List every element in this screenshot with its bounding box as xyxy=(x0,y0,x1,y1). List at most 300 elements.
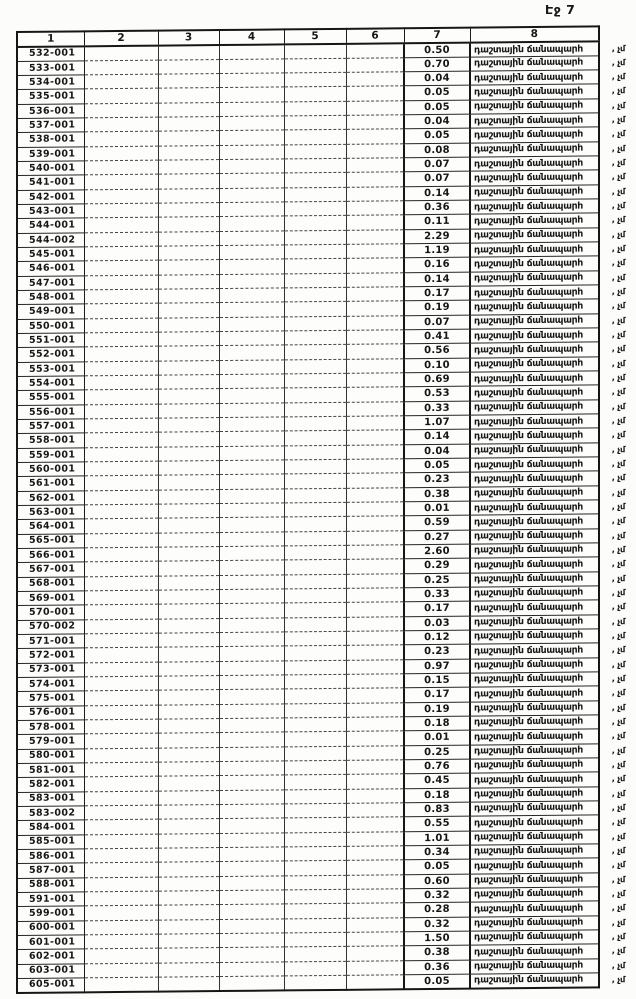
land-type-label: դաշտային ճանապարհ xyxy=(474,114,583,127)
empty-cell xyxy=(346,258,404,273)
area-value-cell: 0.32 xyxy=(404,917,470,932)
margin-note: , չմ xyxy=(611,859,625,870)
empty-cell xyxy=(219,532,284,547)
cadastre-table xyxy=(16,25,625,993)
parcel-id-cell: 537-001 xyxy=(17,118,84,133)
empty-cell xyxy=(84,89,158,104)
margin-note: , չմ xyxy=(611,329,625,340)
empty-cell xyxy=(84,791,158,806)
empty-cell xyxy=(84,561,158,576)
empty-cell xyxy=(219,145,284,160)
land-type-label: դաշտային ճանապարհ xyxy=(474,415,583,428)
parcel-id-cell: 591-001 xyxy=(17,892,84,907)
column-header: 1 xyxy=(17,31,84,47)
area-value-cell: 2.29 xyxy=(404,229,470,244)
empty-cell xyxy=(284,345,346,360)
empty-cell xyxy=(284,488,346,503)
land-type-label: դաշտային ճանապարհ xyxy=(474,501,583,514)
margin-note: , չմ xyxy=(611,142,625,154)
land-type-label: դաշտային ճանապարհ xyxy=(474,902,583,915)
empty-cell xyxy=(84,533,158,548)
land-type-cell xyxy=(470,357,625,373)
land-type-label: դաշտային ճանապարհ xyxy=(474,730,583,743)
empty-cell xyxy=(158,532,219,547)
empty-cell xyxy=(84,418,158,433)
margin-note: , չմ xyxy=(611,802,625,813)
empty-cell xyxy=(346,688,404,703)
area-value-cell: 0.05 xyxy=(404,100,470,115)
empty-cell xyxy=(84,246,158,261)
area-value-cell: 0.59 xyxy=(404,515,470,530)
empty-cell xyxy=(284,244,346,259)
parcel-id-cell: 586-001 xyxy=(17,849,84,864)
margin-note: , չմ xyxy=(611,343,625,354)
empty-cell xyxy=(84,404,158,419)
empty-cell xyxy=(346,545,404,560)
empty-cell xyxy=(219,259,284,274)
land-type-cell xyxy=(470,70,625,86)
empty-cell xyxy=(284,961,346,976)
empty-cell xyxy=(346,889,404,904)
empty-cell xyxy=(346,358,404,373)
land-type-cell xyxy=(470,715,625,731)
parcel-id-cell: 536-001 xyxy=(17,104,84,119)
empty-cell xyxy=(158,332,219,347)
land-type-label: դաշտային ճանապարհ xyxy=(474,715,583,729)
land-type-cell xyxy=(470,486,625,502)
empty-cell xyxy=(158,360,219,375)
area-value-cell: 0.03 xyxy=(404,616,470,631)
empty-cell xyxy=(219,73,284,88)
empty-cell xyxy=(346,172,404,187)
empty-cell xyxy=(84,332,158,347)
empty-cell xyxy=(84,905,158,920)
area-value-cell: 2.60 xyxy=(404,544,470,559)
empty-cell xyxy=(84,848,158,863)
empty-cell xyxy=(158,547,219,562)
margin-note: , չմ xyxy=(611,185,625,197)
empty-cell xyxy=(219,417,284,432)
margin-note: , չմ xyxy=(611,458,625,469)
area-value-cell: 0.07 xyxy=(404,315,470,330)
empty-cell xyxy=(284,445,346,460)
empty-cell xyxy=(158,389,219,404)
area-value-cell: 0.25 xyxy=(404,745,470,760)
land-type-cell xyxy=(470,686,625,702)
empty-cell xyxy=(284,803,346,818)
empty-cell xyxy=(84,619,158,634)
empty-cell xyxy=(84,733,158,748)
empty-cell xyxy=(284,674,346,689)
land-type-label: դաշտային ճանապարհ xyxy=(474,859,583,872)
empty-cell xyxy=(284,230,346,245)
empty-cell xyxy=(219,560,284,575)
empty-cell xyxy=(346,144,404,159)
parcel-id-cell: 554-001 xyxy=(17,376,84,391)
empty-cell xyxy=(219,976,284,991)
land-type-cell xyxy=(470,801,625,817)
margin-note: , չմ xyxy=(611,845,625,856)
empty-cell xyxy=(84,805,158,820)
empty-cell xyxy=(84,175,158,190)
empty-cell xyxy=(346,573,404,588)
empty-cell xyxy=(346,932,404,947)
land-type-cell xyxy=(470,471,625,487)
empty-cell xyxy=(284,431,346,446)
land-type-cell xyxy=(470,743,625,759)
empty-cell xyxy=(84,390,158,405)
margin-note: , չմ xyxy=(611,386,625,397)
empty-cell xyxy=(346,717,404,732)
land-type-cell xyxy=(470,915,625,931)
margin-note: , չմ xyxy=(611,171,625,182)
empty-cell xyxy=(346,215,404,230)
empty-cell xyxy=(284,746,346,761)
margin-note: , չմ xyxy=(611,157,625,168)
empty-cell xyxy=(284,201,346,216)
area-value-cell: 0.04 xyxy=(404,71,470,86)
parcel-id-cell: 570-002 xyxy=(17,619,84,634)
margin-note: , չմ xyxy=(611,644,625,655)
empty-cell xyxy=(219,331,284,346)
land-type-label: դաշտային ճանապարհ xyxy=(474,544,583,557)
empty-cell xyxy=(284,689,346,704)
land-type-cell xyxy=(470,185,625,201)
land-type-label: դաշտային ճանապարհ xyxy=(474,658,583,671)
margin-note: , չմ xyxy=(611,687,625,698)
area-value-cell: 0.18 xyxy=(404,788,470,803)
empty-cell xyxy=(284,330,346,345)
land-type-cell xyxy=(470,414,625,430)
empty-cell xyxy=(284,259,346,274)
empty-cell xyxy=(219,374,284,389)
empty-cell xyxy=(158,647,219,662)
land-type-cell xyxy=(470,428,625,444)
land-type-cell xyxy=(470,156,625,172)
parcel-id-cell: 575-001 xyxy=(17,691,84,706)
parcel-id-cell: 532-001 xyxy=(17,46,84,61)
area-value-cell: 0.34 xyxy=(404,845,470,860)
parcel-id-cell: 547-001 xyxy=(17,276,84,291)
empty-cell xyxy=(219,947,284,962)
land-type-cell xyxy=(470,271,625,287)
margin-note: , չմ xyxy=(611,615,625,626)
margin-note: , չմ xyxy=(611,243,625,254)
empty-cell xyxy=(346,530,404,545)
land-type-label: դաշտային ճանապարհ xyxy=(474,744,583,757)
empty-cell xyxy=(84,633,158,648)
land-type-label: դաշտային ճանապարհ xyxy=(474,472,583,485)
column-header: 8 xyxy=(470,26,599,42)
empty-cell xyxy=(158,160,219,175)
empty-cell xyxy=(346,187,404,202)
empty-cell xyxy=(219,832,284,847)
land-type-label: դաշտային ճանապարհ xyxy=(474,630,583,643)
empty-cell xyxy=(84,590,158,605)
empty-cell xyxy=(158,633,219,648)
area-value-cell: 0.28 xyxy=(404,902,470,917)
empty-cell xyxy=(219,890,284,905)
area-value-cell: 0.10 xyxy=(404,358,470,373)
margin-note: , չմ xyxy=(611,357,625,368)
empty-cell xyxy=(158,518,219,533)
empty-cell xyxy=(346,731,404,746)
empty-cell xyxy=(346,645,404,660)
empty-cell xyxy=(346,330,404,345)
empty-cell xyxy=(284,975,346,990)
empty-cell xyxy=(84,304,158,319)
empty-cell xyxy=(219,173,284,188)
land-type-label: դաշտային ճանապարհ xyxy=(474,200,583,213)
area-value-cell: 0.76 xyxy=(404,759,470,774)
empty-cell xyxy=(284,44,346,59)
empty-cell xyxy=(219,675,284,690)
land-type-label: դաշտային ճանապարհ xyxy=(474,801,583,814)
area-value-cell: 0.32 xyxy=(404,888,470,903)
empty-cell xyxy=(219,732,284,747)
empty-cell xyxy=(219,460,284,475)
empty-cell xyxy=(84,719,158,734)
empty-cell xyxy=(284,588,346,603)
empty-cell xyxy=(158,217,219,232)
empty-cell xyxy=(158,489,219,504)
empty-cell xyxy=(346,631,404,646)
margin-note: , չմ xyxy=(611,959,625,970)
margin-note: , չմ xyxy=(611,658,625,669)
empty-cell xyxy=(158,876,219,891)
land-type-cell xyxy=(470,944,625,960)
empty-cell xyxy=(284,904,346,919)
land-type-label: դաշտային ճանապարհ xyxy=(474,930,583,943)
margin-note: , չմ xyxy=(611,529,625,540)
land-type-cell xyxy=(470,958,625,974)
empty-cell xyxy=(84,977,158,992)
land-type-label: դաշտային ճանապարհ xyxy=(474,271,583,284)
land-type-cell xyxy=(470,342,625,358)
margin-note: , չմ xyxy=(611,730,625,741)
margin-note: , չմ xyxy=(611,673,625,684)
parcel-id-cell: 568-001 xyxy=(17,576,84,591)
land-type-cell xyxy=(470,815,625,831)
margin-note: , չմ xyxy=(611,587,625,598)
parcel-id-cell: 605-001 xyxy=(17,978,84,993)
parcel-id-cell: 535-001 xyxy=(17,89,84,104)
parcel-id-cell: 551-001 xyxy=(17,333,84,348)
empty-cell xyxy=(284,760,346,775)
parcel-id-cell: 582-001 xyxy=(17,777,84,792)
empty-cell xyxy=(158,145,219,160)
land-type-cell xyxy=(470,228,625,244)
land-type-label: դաշտային ճանապարհ xyxy=(474,572,583,585)
empty-cell xyxy=(219,102,284,117)
empty-cell xyxy=(158,718,219,733)
land-type-label: դաշտային ճանապարհ xyxy=(474,386,583,399)
parcel-id-cell: 545-001 xyxy=(17,247,84,262)
land-type-label: դաշտային ճանապարհ xyxy=(474,343,583,356)
empty-cell xyxy=(219,575,284,590)
land-type-cell xyxy=(470,99,625,115)
empty-cell xyxy=(158,88,219,103)
land-type-cell xyxy=(470,729,625,745)
land-type-cell xyxy=(470,758,625,774)
empty-cell xyxy=(284,144,346,159)
land-type-cell xyxy=(470,199,625,215)
area-value-cell: 0.17 xyxy=(404,601,470,616)
empty-cell xyxy=(346,674,404,689)
land-type-cell xyxy=(470,142,625,158)
margin-note: , չմ xyxy=(611,945,625,956)
empty-cell xyxy=(219,875,284,890)
empty-cell xyxy=(219,775,284,790)
empty-cell xyxy=(284,703,346,718)
empty-cell xyxy=(84,647,158,662)
table-body xyxy=(17,41,625,992)
parcel-id-cell: 572-001 xyxy=(17,648,84,663)
empty-cell xyxy=(284,474,346,489)
area-value-cell: 0.05 xyxy=(404,86,470,101)
empty-cell xyxy=(346,559,404,574)
empty-cell xyxy=(284,459,346,474)
parcel-id-cell: 556-001 xyxy=(17,405,84,420)
empty-cell xyxy=(219,904,284,919)
empty-cell xyxy=(346,416,404,431)
area-value-cell: 0.38 xyxy=(404,487,470,502)
empty-cell xyxy=(219,503,284,518)
empty-cell xyxy=(284,130,346,145)
land-type-cell xyxy=(470,887,625,903)
land-type-cell xyxy=(470,514,625,530)
area-value-cell: 0.56 xyxy=(404,344,470,359)
parcel-id-cell: 567-001 xyxy=(17,562,84,577)
land-type-label: դաշտային ճանապարհ xyxy=(474,830,583,843)
parcel-id-cell: 588-001 xyxy=(17,877,84,892)
land-type-cell xyxy=(470,314,625,330)
empty-cell xyxy=(219,517,284,532)
margin-note: , չմ xyxy=(611,830,625,841)
land-type-label: դաշտային ճանապարհ xyxy=(474,758,583,772)
empty-cell xyxy=(219,360,284,375)
empty-cell xyxy=(158,174,219,189)
land-type-label: դաշտային ճանապարհ xyxy=(474,314,583,327)
empty-cell xyxy=(84,318,158,333)
empty-cell xyxy=(158,790,219,805)
empty-cell xyxy=(84,776,158,791)
empty-cell xyxy=(158,446,219,461)
land-type-cell xyxy=(470,872,625,888)
parcel-id-cell: 558-001 xyxy=(17,433,84,448)
area-value-cell: 0.38 xyxy=(404,945,470,960)
empty-cell xyxy=(158,776,219,791)
empty-cell xyxy=(346,917,404,932)
land-type-label: դաշտային ճանապարհ xyxy=(474,687,583,700)
land-type-cell xyxy=(470,557,625,573)
margin-note: , չմ xyxy=(611,486,625,497)
empty-cell xyxy=(284,889,346,904)
empty-cell xyxy=(84,232,158,247)
area-value-cell: 0.07 xyxy=(404,157,470,172)
empty-cell xyxy=(84,461,158,476)
empty-cell xyxy=(158,833,219,848)
empty-cell xyxy=(219,632,284,647)
column-header: 4 xyxy=(219,29,284,45)
empty-cell xyxy=(219,403,284,418)
empty-cell xyxy=(219,446,284,461)
empty-cell xyxy=(84,504,158,519)
margin-note: , չմ xyxy=(611,472,625,483)
empty-cell xyxy=(84,275,158,290)
empty-cell xyxy=(158,890,219,905)
empty-cell xyxy=(84,361,158,376)
empty-cell xyxy=(284,273,346,288)
empty-cell xyxy=(158,747,219,762)
parcel-id-cell: 542-001 xyxy=(17,190,84,205)
empty-cell xyxy=(346,502,404,517)
margin-note: , չմ xyxy=(611,228,625,240)
margin-note: , չմ xyxy=(611,773,625,784)
empty-cell xyxy=(84,218,158,233)
empty-cell xyxy=(346,975,404,990)
empty-cell xyxy=(158,919,219,934)
empty-cell xyxy=(284,832,346,847)
empty-cell xyxy=(158,346,219,361)
land-type-cell xyxy=(470,41,625,57)
empty-cell xyxy=(219,689,284,704)
empty-cell xyxy=(158,704,219,719)
area-value-cell: 0.83 xyxy=(404,802,470,817)
area-value-cell: 0.16 xyxy=(404,258,470,273)
parcel-id-cell: 576-001 xyxy=(17,705,84,720)
parcel-id-cell: 548-001 xyxy=(17,290,84,305)
empty-cell xyxy=(346,201,404,216)
parcel-id-cell: 543-001 xyxy=(17,204,84,219)
empty-cell xyxy=(346,831,404,846)
area-value-cell: 0.25 xyxy=(404,573,470,588)
empty-cell xyxy=(219,87,284,102)
empty-cell xyxy=(158,260,219,275)
margin-note: , չմ xyxy=(611,85,625,96)
empty-cell xyxy=(284,216,346,231)
parcel-id-cell: 538-001 xyxy=(17,132,84,147)
parcel-id-cell: 585-001 xyxy=(17,834,84,849)
land-type-cell xyxy=(470,700,625,716)
empty-cell xyxy=(346,616,404,631)
area-value-cell: 0.19 xyxy=(404,301,470,316)
area-value-cell: 0.27 xyxy=(404,530,470,545)
empty-cell xyxy=(84,963,158,978)
empty-cell xyxy=(158,317,219,332)
margin-note: , չմ xyxy=(611,930,625,942)
empty-cell xyxy=(346,316,404,331)
empty-cell xyxy=(219,761,284,776)
land-type-cell xyxy=(470,615,625,631)
empty-cell xyxy=(158,847,219,862)
empty-cell xyxy=(219,130,284,145)
empty-cell xyxy=(158,948,219,963)
margin-note: , չմ xyxy=(611,300,625,311)
land-type-cell xyxy=(470,529,625,545)
parcel-id-cell: 569-001 xyxy=(17,591,84,606)
parcel-id-cell: 555-001 xyxy=(17,390,84,405)
margin-note: , չմ xyxy=(611,973,625,985)
empty-cell xyxy=(219,546,284,561)
empty-cell xyxy=(346,72,404,87)
land-type-label: դաշտային ճանապարհ xyxy=(474,558,583,571)
parcel-id-cell: 546-001 xyxy=(17,261,84,276)
land-type-label: դաշտային ճանապարհ xyxy=(474,300,583,313)
land-type-cell xyxy=(470,643,625,659)
empty-cell xyxy=(219,804,284,819)
empty-cell xyxy=(158,59,219,74)
